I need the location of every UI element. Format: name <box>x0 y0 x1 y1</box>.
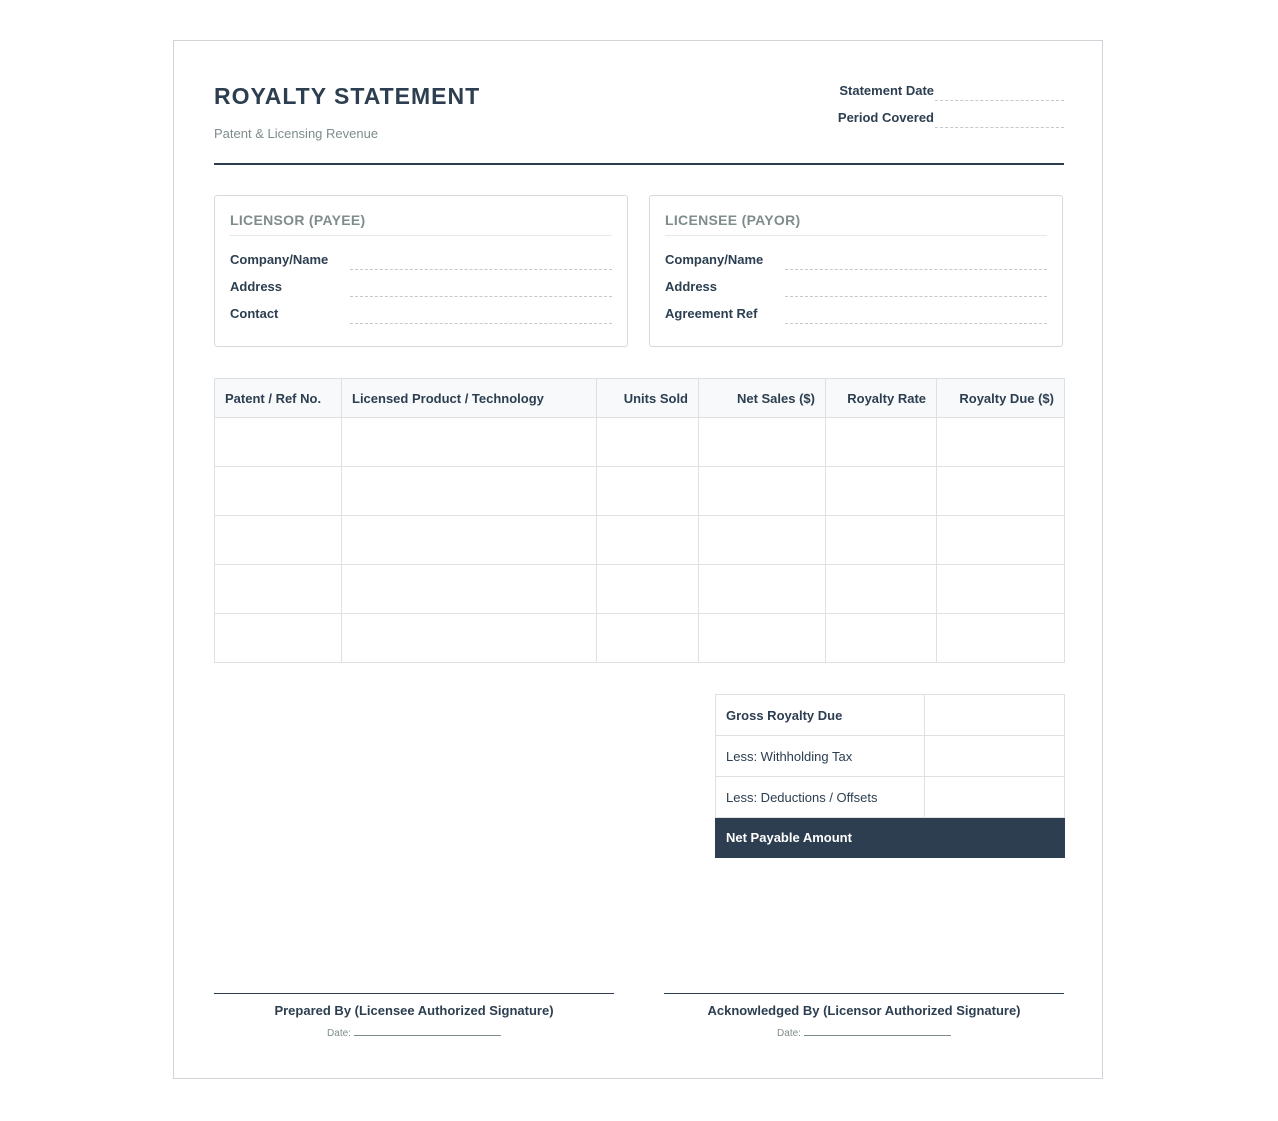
prepared-date-line[interactable] <box>354 1026 501 1036</box>
table-cell[interactable] <box>699 516 826 565</box>
table-cell[interactable] <box>215 614 342 663</box>
table-cell[interactable] <box>215 467 342 516</box>
table-cell[interactable] <box>826 467 937 516</box>
licensor-divider <box>230 235 612 236</box>
prepared-signature-line[interactable] <box>214 993 614 994</box>
licensee-address-field[interactable] <box>665 279 1047 299</box>
table-cell[interactable] <box>699 565 826 614</box>
licensor-contact-label: Contact <box>230 306 279 321</box>
statement-date-line[interactable] <box>935 99 1064 101</box>
prepared-date-label: Date: <box>327 1028 351 1039</box>
table-cell[interactable] <box>342 516 597 565</box>
table-cell[interactable] <box>342 565 597 614</box>
table-cell[interactable] <box>342 418 597 467</box>
licensee-agreement-label: Agreement Ref <box>665 306 758 321</box>
table-cell[interactable] <box>937 516 1065 565</box>
licensee-address-line[interactable] <box>785 296 1047 297</box>
table-cell[interactable] <box>597 418 699 467</box>
licensor-contact-line[interactable] <box>350 323 612 324</box>
royalty-items-table <box>214 378 1065 663</box>
table-row <box>215 516 1065 565</box>
period-covered-line[interactable] <box>935 126 1064 128</box>
deductions-value[interactable] <box>925 777 1065 818</box>
acknowledged-by-label: Acknowledged By (Licensor Authorized Signature) <box>707 1003 1021 1018</box>
licensor-contact-field[interactable] <box>230 306 612 326</box>
licensor-box <box>214 195 628 347</box>
table-cell[interactable] <box>215 516 342 565</box>
table-header-row <box>215 379 1065 418</box>
deductions-label: Less: Deductions / Offsets <box>716 777 925 818</box>
acknowledged-signature-line[interactable] <box>664 993 1064 994</box>
licensee-title: LICENSEE (PAYOR) <box>665 212 801 228</box>
table-cell[interactable] <box>826 516 937 565</box>
licensor-title: LICENSOR (PAYEE) <box>230 212 366 228</box>
table-row <box>215 614 1065 663</box>
prepared-date <box>214 1026 614 1040</box>
col-net-sales: Net Sales ($) <box>699 379 826 418</box>
withholding-tax-label: Less: Withholding Tax <box>716 736 925 777</box>
licensee-agreement-line[interactable] <box>785 323 1047 324</box>
summary-table <box>715 694 1065 858</box>
period-covered-label: Period Covered <box>837 110 934 125</box>
table-cell[interactable] <box>597 467 699 516</box>
statement-date-field[interactable] <box>804 83 1064 103</box>
licensee-address-label: Address <box>665 279 718 294</box>
summary-row-withholding <box>716 736 1065 777</box>
table-cell[interactable] <box>215 418 342 467</box>
table-cell[interactable] <box>342 467 597 516</box>
prepared-by-signature <box>214 993 614 1040</box>
table-cell[interactable] <box>597 565 699 614</box>
licensor-address-line[interactable] <box>350 296 612 297</box>
col-units-sold: Units Sold <box>597 379 699 418</box>
licensee-box <box>649 195 1063 347</box>
table-cell[interactable] <box>699 418 826 467</box>
acknowledged-date-label: Date: <box>777 1028 801 1039</box>
licensor-address-field[interactable] <box>230 279 612 299</box>
statement-date-label: Statement Date <box>839 83 934 98</box>
page-title: ROYALTY STATEMENT <box>214 83 481 109</box>
table-cell[interactable] <box>937 418 1065 467</box>
summary-row-gross <box>716 695 1065 736</box>
licensor-company-line[interactable] <box>350 269 612 270</box>
period-covered-field[interactable] <box>804 110 1064 130</box>
acknowledged-date <box>664 1026 1064 1040</box>
table-cell[interactable] <box>826 565 937 614</box>
table-cell[interactable] <box>215 565 342 614</box>
acknowledged-by-signature <box>664 993 1064 1040</box>
licensor-address-label: Address <box>230 279 283 294</box>
table-cell[interactable] <box>937 467 1065 516</box>
col-patent-ref: Patent / Ref No. <box>215 379 342 418</box>
licensor-company-field[interactable] <box>230 252 612 272</box>
col-royalty-due: Royalty Due ($) <box>937 379 1065 418</box>
licensor-company-label: Company/Name <box>230 252 329 267</box>
col-licensed-product: Licensed Product / Technology <box>342 379 597 418</box>
net-payable-label: Net Payable Amount <box>716 818 925 858</box>
summary-row-net <box>716 818 1065 858</box>
table-cell[interactable] <box>937 614 1065 663</box>
table-cell[interactable] <box>937 565 1065 614</box>
table-cell[interactable] <box>826 418 937 467</box>
licensee-company-line[interactable] <box>785 269 1047 270</box>
gross-royalty-label: Gross Royalty Due <box>716 695 925 736</box>
net-payable-value[interactable] <box>925 818 1065 858</box>
statement-page <box>173 40 1103 1079</box>
licensee-company-field[interactable] <box>665 252 1047 272</box>
acknowledged-date-line[interactable] <box>804 1026 951 1036</box>
table-cell[interactable] <box>342 614 597 663</box>
table-cell[interactable] <box>699 467 826 516</box>
table-cell[interactable] <box>597 516 699 565</box>
table-row <box>215 418 1065 467</box>
licensee-agreement-field[interactable] <box>665 306 1047 326</box>
licensee-divider <box>665 235 1047 236</box>
table-cell[interactable] <box>597 614 699 663</box>
licensee-company-label: Company/Name <box>665 252 764 267</box>
table-cell[interactable] <box>826 614 937 663</box>
prepared-by-label: Prepared By (Licensee Authorized Signature) <box>274 1003 554 1018</box>
col-royalty-rate: Royalty Rate <box>826 379 937 418</box>
summary-row-deductions <box>716 777 1065 818</box>
gross-royalty-value[interactable] <box>925 695 1065 736</box>
table-row <box>215 467 1065 516</box>
header-divider <box>214 163 1064 165</box>
table-row <box>215 565 1065 614</box>
page-subtitle: Patent & Licensing Revenue <box>214 126 379 141</box>
withholding-tax-value[interactable] <box>925 736 1065 777</box>
table-cell[interactable] <box>699 614 826 663</box>
